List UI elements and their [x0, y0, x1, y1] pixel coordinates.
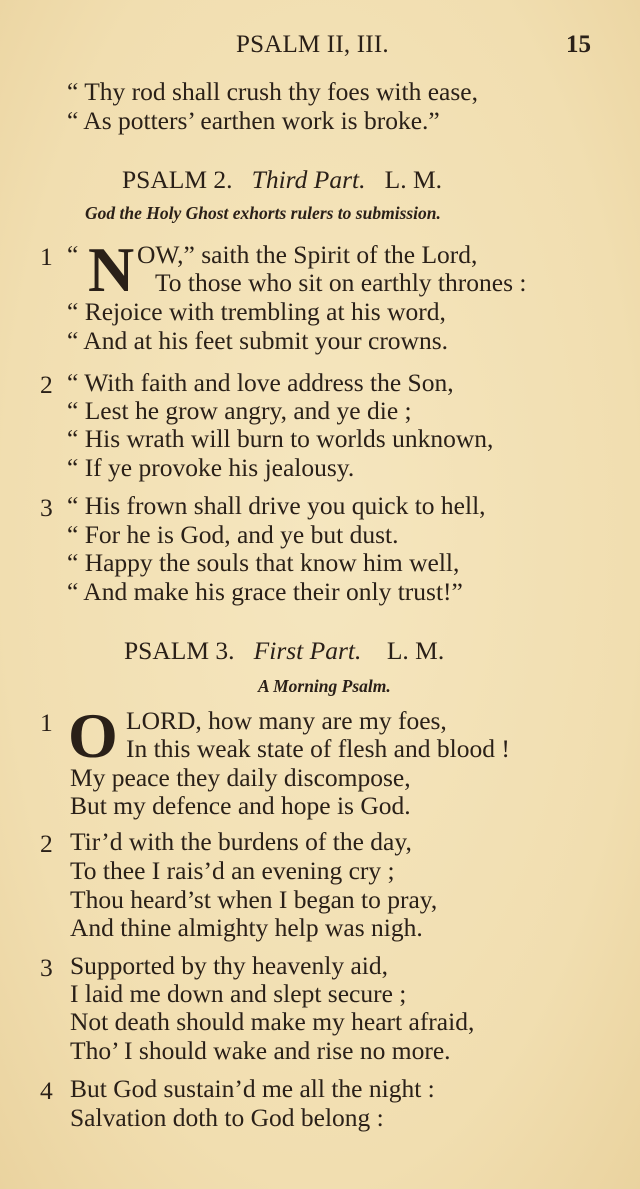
verse-number: 1 [40, 708, 53, 737]
verse-number: 3 [40, 953, 53, 982]
verse-line: “ Happy the souls that know him well, [67, 548, 460, 577]
verse-line: Tho’ I should wake and rise no more. [70, 1036, 451, 1065]
verse-line: Tir’d with the burdens of the day, [70, 827, 412, 856]
verse-line: Salvation doth to God belong : [70, 1103, 384, 1132]
drop-cap: N [88, 234, 135, 305]
open-quote: “ [67, 240, 79, 269]
section-title [124, 636, 444, 666]
verse-line: Thou heard’st when I began to pray, [70, 885, 438, 914]
verse-number: 4 [40, 1076, 53, 1105]
verse-line: “ His wrath will burn to worlds unknown, [67, 424, 494, 453]
running-title: PSALM II, III. [236, 31, 389, 58]
verse-line: “ With faith and love address the Son, [67, 368, 454, 397]
continuation-line: “ Thy rod shall crush thy foes with ease, [67, 77, 478, 106]
verse-line: I laid me down and slept secure ; [70, 979, 407, 1008]
section-subtitle: A Morning Psalm. [258, 676, 391, 696]
verse-number: 2 [40, 370, 53, 399]
drop-cap: O [68, 700, 118, 771]
verse-line: “ His frown shall drive you quick to hell, [67, 491, 486, 520]
verse-line: “ And make his grace their only trust!” [67, 577, 463, 606]
psalm-part: Third Part. [251, 165, 366, 194]
verse-line: “ If ye provoke his jealousy. [67, 453, 355, 482]
verse-line: To those who sit on earthly thrones : [155, 268, 527, 297]
verse-line: In this weak state of flesh and blood ! [126, 734, 510, 763]
continuation-line: “ As potters’ earthen work is broke.” [67, 106, 440, 135]
psalm-number: PSALM 3. [124, 636, 235, 665]
psalm-meter: L. M. [386, 636, 445, 665]
page-number: 15 [566, 31, 591, 58]
verse-number: 1 [40, 242, 53, 271]
verse-line: Not death should make my heart afraid, [70, 1007, 475, 1036]
verse-line: To thee I rais’d an evening cry ; [70, 856, 395, 885]
verse-line: OW,” saith the Spirit of the Lord, [137, 240, 478, 269]
section-subtitle: God the Holy Ghost exhorts rulers to submission. [85, 203, 441, 223]
verse-line: LORD, how many are my foes, [126, 706, 447, 735]
verse-line: “ Lest he grow angry, and ye die ; [67, 396, 412, 425]
verse-line: “ And at his feet submit your crowns. [67, 326, 449, 355]
psalm-part: First Part. [253, 636, 362, 665]
verse-line: But my defence and hope is God. [70, 791, 411, 820]
verse-line: Supported by thy heavenly aid, [70, 951, 388, 980]
verse-line: And thine almighty help was nigh. [70, 913, 423, 942]
verse-number: 2 [40, 829, 53, 858]
verse-line: My peace they daily discompose, [70, 763, 411, 792]
verse-line: “ For he is God, and ye but dust. [67, 520, 399, 549]
verse-line: “ Rejoice with trembling at his word, [67, 297, 446, 326]
section-title [122, 165, 442, 195]
psalm-number: PSALM 2. [122, 165, 233, 194]
psalm-meter: L. M. [384, 165, 442, 194]
verse-line: But God sustain’d me all the night : [70, 1074, 435, 1103]
verse-number: 3 [40, 493, 53, 522]
